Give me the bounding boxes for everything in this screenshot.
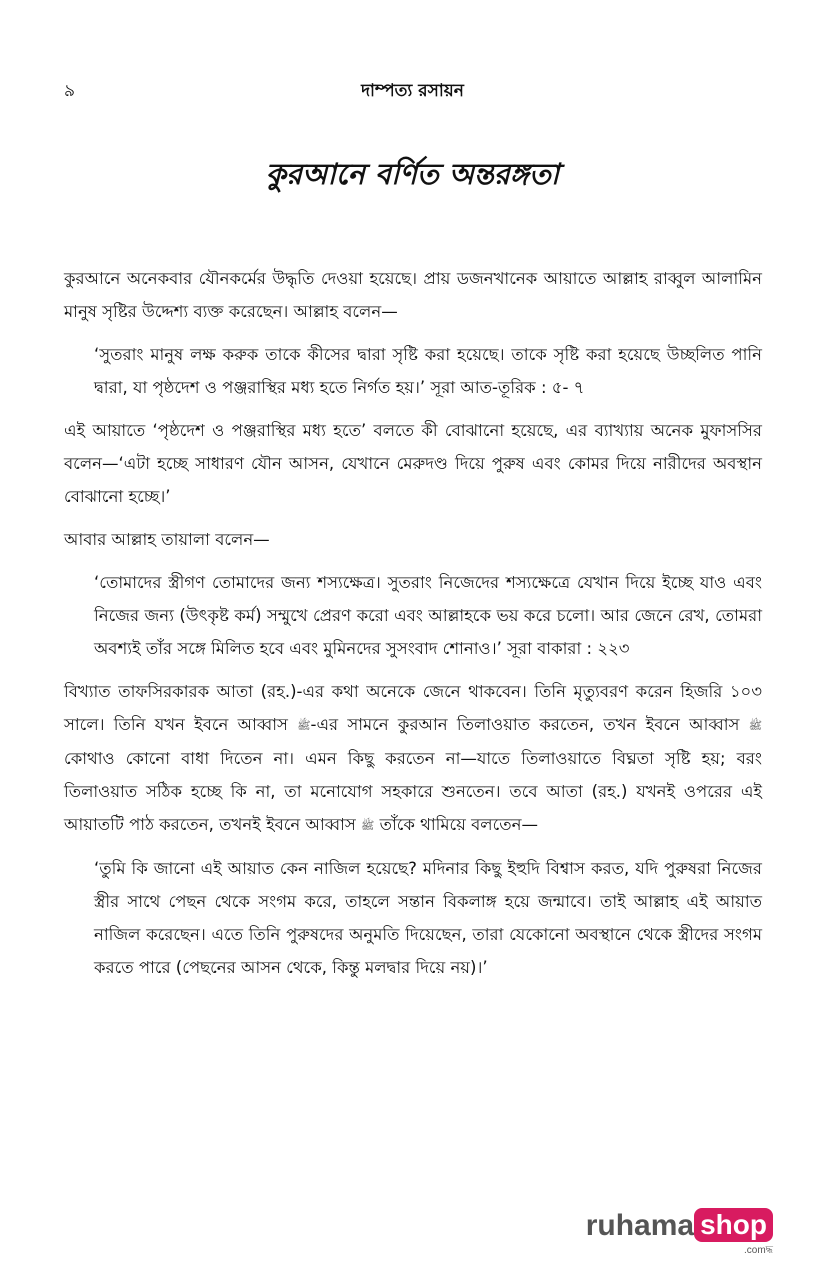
- body-text: [64, 262, 762, 994]
- logo-text-domain: .comদ্ধ: [743, 1245, 773, 1256]
- quote-3: ‘তুমি কি জানো এই আয়াত কেন নাজিল হয়েছে? মদিনার কিছু ইহুদি বিশ্বাস করত, যদি পুরুষরা নিজের স্ত্রীর সাথে পেছন থেকে সংগম করে, তাহলে সন্তান বিকলাঙ্গ হয়ে জন্মাবে। তাই আল্লাহ এই আয়াত নাজিল করেছেন। এতে তিনি পুরুষদের অনুমতি দিয়েছেন, তারা যেকোনো অবস্থানে থেকে স্ত্রীদের সংগম করতে পারে (পেছনের আসন থেকে, কিন্তু মলদ্বার দিয়ে নয়)।’: [94, 859, 762, 977]
- chapter-title: কুরআনে বর্ণিত অন্তরঙ্গতা: [265, 157, 560, 191]
- paragraph-4-part-a: বিখ্যাত তাফসিরকারক আতা (রহ.)-এর কথা অনেকে জেনে থাকবেন। তিনি মৃত্যুবরণ করেন হিজরি ১০৩ সালে। তিনি যখন ইবনে আব্বাস: [64, 682, 762, 734]
- quote-1: ‘সুতরাং মানুষ লক্ষ করুক তাকে কীসের দ্বারা সৃষ্টি করা হয়েছে। তাকে সৃষ্টি করা হয়েছে উচ্ছলিত পানি দ্বারা, যা পৃষ্ঠদেশ ও পঞ্জরাস্থির মধ্য হতে নির্গত হয়।’ সূরা আত-তূরিক : ৫- ৭: [94, 345, 762, 397]
- ruhamashop-logo: [585, 1208, 773, 1256]
- quote-2: ‘তোমাদের স্ত্রীগণ তোমাদের জন্য শস্যক্ষেত্র। সুতরাং নিজেদের শস্যক্ষেত্রে যেখান দিয়ে ইচ্ছে যাও এবং নিজের জন্য (উৎকৃষ্ট কর্ম) সম্মুখে প্রেরণ করো এবং আল্লাহকে ভয় করে চলো। আর জেনে রেখ, তোমরা অবশ্যই তাঁর সঙ্গে মিলিত হবে এবং মুমিনদের সুসংবাদ শোনাও।’ সূরা বাকারা : ২২৩: [94, 573, 762, 658]
- paragraph-3: আবার আল্লাহ তায়ালা বলেন—: [64, 530, 270, 549]
- paragraph-1: কুরআনে অনেকবার যৌনকর্মের উদ্ধৃতি দেওয়া হয়েছে। প্রায় ডজনখানেক আয়াতে আল্লাহ রাব্বুল আলামিন মানুষ সৃষ্টির উদ্দেশ্য ব্যক্ত করেছেন। আল্লাহ বলেন—: [64, 269, 762, 321]
- paragraph-4-part-d: তাঁকে থামিয়ে বলতেন—: [374, 815, 538, 834]
- honorific-mark: ﷺ: [297, 719, 311, 732]
- logo-shop-block: [694, 1208, 773, 1260]
- honorific-mark: ﷺ: [748, 719, 762, 732]
- logo-text-shop: shop: [694, 1208, 773, 1242]
- logo-text-ruhama: ruhama: [585, 1209, 695, 1242]
- page-header: [0, 78, 825, 108]
- running-title: দাম্পত্য রসায়ন: [361, 81, 464, 101]
- paragraph-4-part-b: -এর সামনে কুরআন তিলাওয়াত করতেন, তখন ইবনে আব্বাস: [310, 715, 749, 734]
- paragraph-2: এই আয়াতে ‘পৃষ্ঠদেশ ও পঞ্জরাস্থির মধ্য হতে’ বলতে কী বোঝানো হয়েছে, এর ব্যাখ্যায় অনেক মুফাসসির বলেন—‘এটা হচ্ছে সাধারণ যৌন আসন, যেখানে মেরুদণ্ড দিয়ে পুরুষ এবং কোমর দিয়ে নারীদের অবস্থান বোঝানো হচ্ছে।’: [64, 421, 762, 506]
- page-number: ৯: [64, 81, 76, 101]
- honorific-mark: ﷺ: [361, 819, 375, 832]
- paragraph-4-part-c: কোথাও কোনো বাধা দিতেন না। এমন কিছু করতেন না—যাতে তিলাওয়াতে বিঘ্নতা সৃষ্টি হয়; বরং তিলাওয়াত সঠিক হচ্ছে কি না, তা মনোযোগ সহকারে শুনতেন। তবে আতা (রহ.) যখনই ওপরের এই আয়াতটি পাঠ করতেন, তখনই ইবনে আব্বাস: [64, 749, 762, 834]
- paragraph-4: [64, 675, 762, 842]
